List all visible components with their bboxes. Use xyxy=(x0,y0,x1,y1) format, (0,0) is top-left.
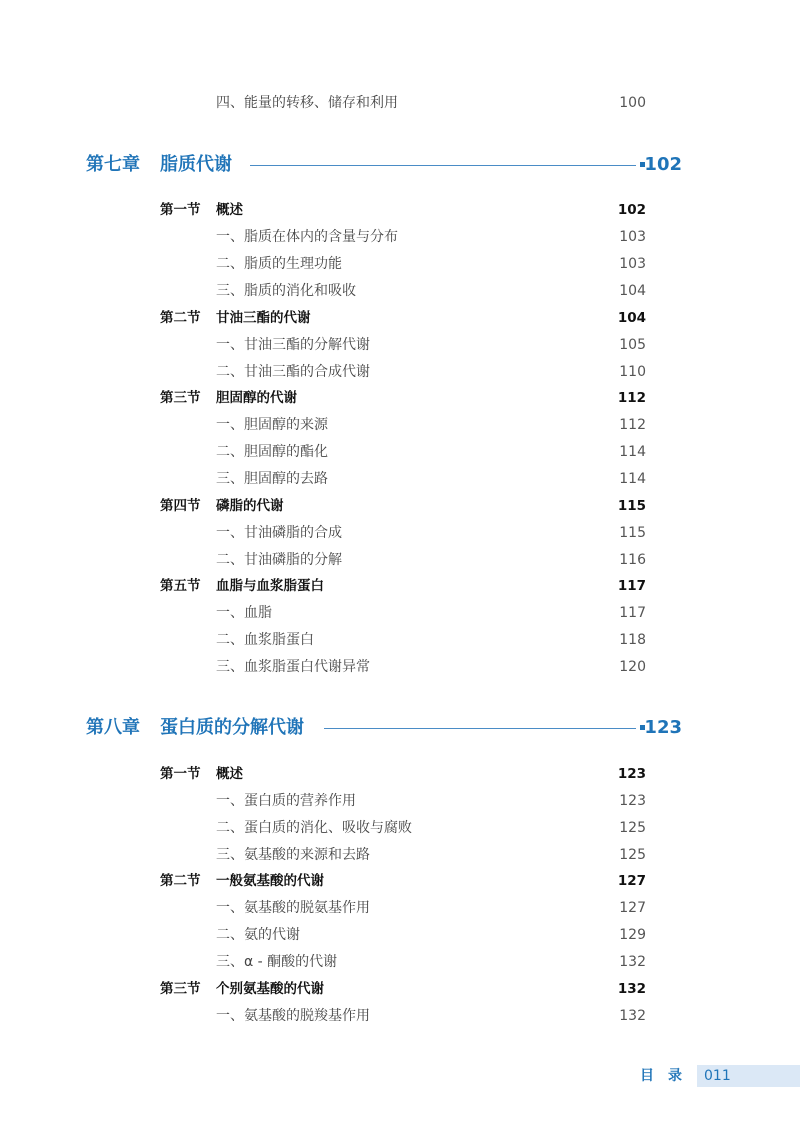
toc-item-title: 二、蛋白质的消化、吸收与腐败 xyxy=(216,820,412,836)
toc-item-title: 二、血浆脂蛋白 xyxy=(216,632,314,648)
toc-item-title: 一、血脂 xyxy=(216,605,272,621)
toc-item-page: 132 xyxy=(619,1008,646,1024)
section-title: 胆固醇的代谢 xyxy=(216,390,297,406)
toc-item-title: 三、α - 酮酸的代谢 xyxy=(216,954,338,970)
footer-label: 目录 xyxy=(640,1068,696,1084)
section-number: 第五节 xyxy=(160,578,201,594)
toc-item[interactable] xyxy=(0,469,800,489)
toc-section[interactable] xyxy=(0,308,800,328)
section-number: 第一节 xyxy=(160,766,201,782)
chapter-page: 102 xyxy=(644,154,682,175)
chapter-title: 蛋白质的分解代谢 xyxy=(160,717,304,738)
toc-section[interactable] xyxy=(0,979,800,999)
toc-item-title: 二、脂质的生理功能 xyxy=(216,256,342,272)
toc-section[interactable] xyxy=(0,200,800,220)
toc-item[interactable] xyxy=(0,845,800,865)
toc-item-title: 一、甘油磷脂的合成 xyxy=(216,525,342,541)
toc-item[interactable] xyxy=(0,603,800,623)
chapter-number: 第八章 xyxy=(86,717,140,738)
chapter-leader-line xyxy=(250,165,636,166)
toc-item-page: 125 xyxy=(619,847,646,863)
toc-item[interactable] xyxy=(0,523,800,543)
toc-item-title: 二、甘油三酯的合成代谢 xyxy=(216,364,370,380)
toc-item-title: 三、血浆脂蛋白代谢异常 xyxy=(216,659,370,675)
toc-item[interactable] xyxy=(0,952,800,972)
chapter-leader-line xyxy=(324,728,636,729)
section-title: 概述 xyxy=(216,766,243,782)
chapter-title: 脂质代谢 xyxy=(160,154,232,175)
toc-item-title: 一、胆固醇的来源 xyxy=(216,417,328,433)
toc-item-title: 一、脂质在体内的含量与分布 xyxy=(216,229,398,245)
toc-item-page: 110 xyxy=(619,364,646,380)
toc-item-page: 120 xyxy=(619,659,646,675)
section-title: 磷脂的代谢 xyxy=(216,498,284,514)
toc-item-page: 115 xyxy=(619,525,646,541)
toc-item[interactable] xyxy=(0,93,800,113)
toc-item[interactable] xyxy=(0,630,800,650)
toc-item-page: 118 xyxy=(619,632,646,648)
toc-item[interactable] xyxy=(0,362,800,382)
toc-item-title: 三、氨基酸的来源和去路 xyxy=(216,847,370,863)
section-number: 第二节 xyxy=(160,873,201,889)
toc-item[interactable] xyxy=(0,415,800,435)
section-number: 第二节 xyxy=(160,310,201,326)
section-title: 血脂与血浆脂蛋白 xyxy=(216,578,324,594)
toc-section[interactable] xyxy=(0,576,800,596)
section-page: 115 xyxy=(617,498,646,514)
section-number: 第四节 xyxy=(160,498,201,514)
toc-section[interactable] xyxy=(0,871,800,891)
toc-item-page: 125 xyxy=(619,820,646,836)
toc-item-title: 一、氨基酸的脱羧基作用 xyxy=(216,1008,370,1024)
toc-item-page: 114 xyxy=(619,444,646,460)
section-page: 112 xyxy=(617,390,646,406)
toc-item[interactable] xyxy=(0,898,800,918)
section-page: 102 xyxy=(617,202,646,218)
toc-item[interactable] xyxy=(0,335,800,355)
section-page: 123 xyxy=(617,766,646,782)
section-page: 117 xyxy=(617,578,646,594)
section-page: 127 xyxy=(617,873,646,889)
section-number: 第三节 xyxy=(160,981,201,997)
toc-item-page: 100 xyxy=(619,95,646,111)
toc-item-page: 117 xyxy=(619,605,646,621)
toc-item[interactable] xyxy=(0,227,800,247)
toc-item-page: 132 xyxy=(619,954,646,970)
toc-item[interactable] xyxy=(0,818,800,838)
toc-item[interactable] xyxy=(0,1006,800,1026)
toc-item-title: 一、甘油三酯的分解代谢 xyxy=(216,337,370,353)
section-title: 个别氨基酸的代谢 xyxy=(216,981,324,997)
toc-item[interactable] xyxy=(0,791,800,811)
toc-item[interactable] xyxy=(0,550,800,570)
toc-item-title: 一、氨基酸的脱氨基作用 xyxy=(216,900,370,916)
toc-section[interactable] xyxy=(0,496,800,516)
toc-section[interactable] xyxy=(0,388,800,408)
toc-item-page: 116 xyxy=(619,552,646,568)
page-number: 011 xyxy=(704,1068,731,1084)
toc-item-title: 二、甘油磷脂的分解 xyxy=(216,552,342,568)
chapter-number: 第七章 xyxy=(86,154,140,175)
toc-item-title: 三、胆固醇的去路 xyxy=(216,471,328,487)
toc-item-page: 129 xyxy=(619,927,646,943)
chapter-page: 123 xyxy=(644,717,682,738)
toc-item-title: 四、能量的转移、储存和利用 xyxy=(216,95,398,111)
toc-item[interactable] xyxy=(0,281,800,301)
section-number: 第三节 xyxy=(160,390,201,406)
toc-item-title: 二、胆固醇的酯化 xyxy=(216,444,328,460)
section-number: 第一节 xyxy=(160,202,201,218)
section-title: 一般氨基酸的代谢 xyxy=(216,873,324,889)
toc-item-page: 114 xyxy=(619,471,646,487)
toc-item-page: 103 xyxy=(619,256,646,272)
section-page: 104 xyxy=(617,310,646,326)
section-title: 甘油三酯的代谢 xyxy=(216,310,311,326)
section-page: 132 xyxy=(617,981,646,997)
toc-item-page: 127 xyxy=(619,900,646,916)
toc-item-title: 二、氨的代谢 xyxy=(216,927,300,943)
toc-item-title: 一、蛋白质的营养作用 xyxy=(216,793,356,809)
chapter-heading[interactable] xyxy=(0,150,800,180)
section-title: 概述 xyxy=(216,202,243,218)
toc-item-title: 三、脂质的消化和吸收 xyxy=(216,283,356,299)
toc-item-page: 104 xyxy=(619,283,646,299)
toc-item[interactable] xyxy=(0,254,800,274)
toc-item-page: 103 xyxy=(619,229,646,245)
chapter-heading[interactable] xyxy=(0,713,800,743)
toc-item[interactable] xyxy=(0,442,800,462)
toc-item[interactable] xyxy=(0,657,800,677)
toc-section[interactable] xyxy=(0,764,800,784)
toc-item-page: 112 xyxy=(619,417,646,433)
toc-item-page: 123 xyxy=(619,793,646,809)
toc-item-page: 105 xyxy=(619,337,646,353)
toc-item[interactable] xyxy=(0,925,800,945)
